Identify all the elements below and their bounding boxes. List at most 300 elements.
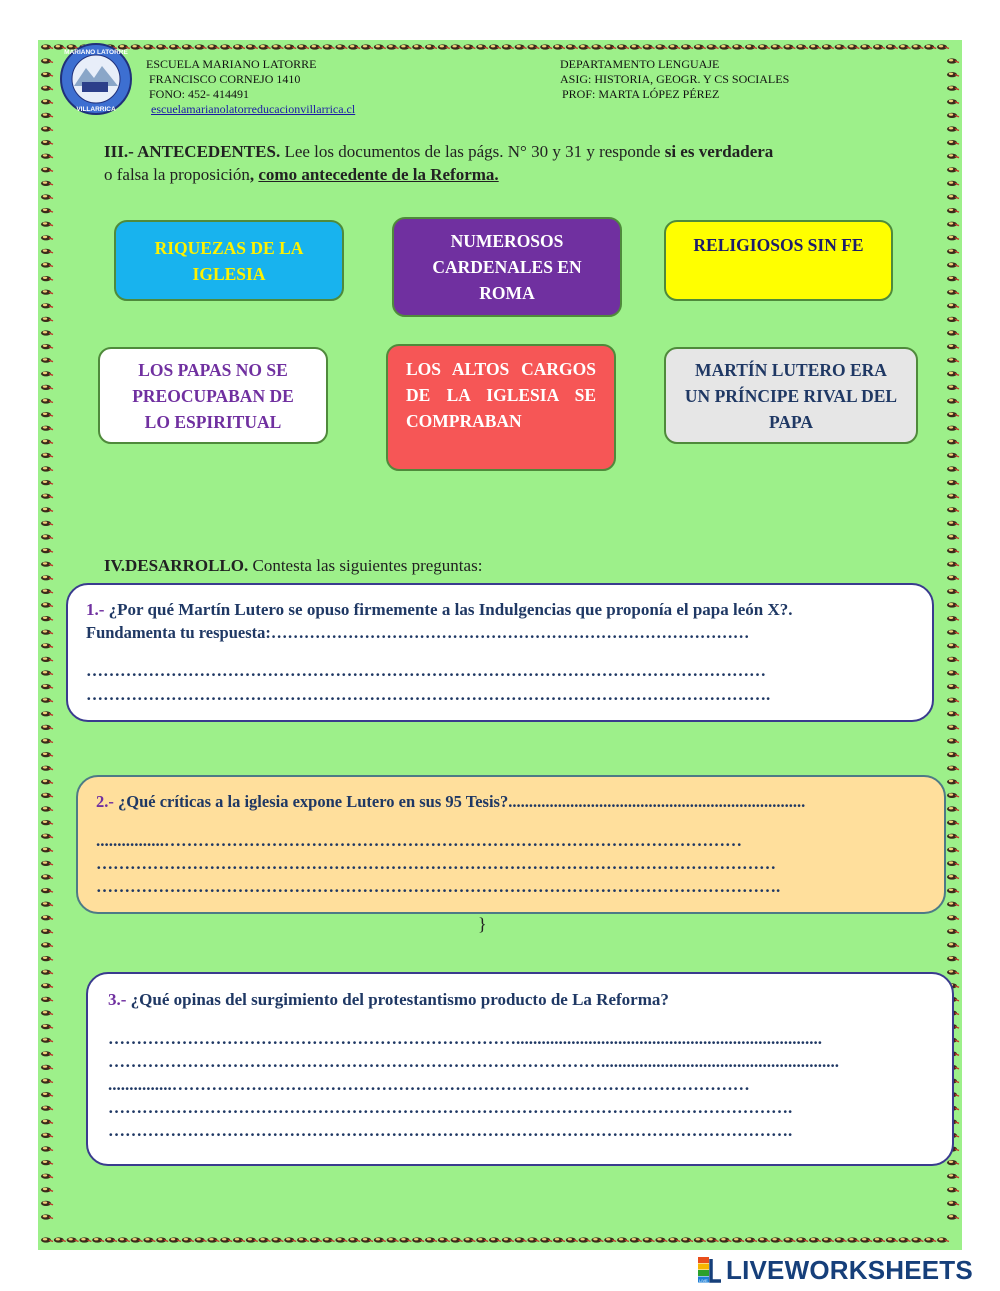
question-3-number: 3.- — [108, 990, 127, 1009]
border-ornament — [41, 929, 53, 934]
border-ornament — [937, 1237, 949, 1242]
border-ornament — [947, 752, 959, 757]
border-ornament — [617, 1237, 629, 1242]
border-ornament — [41, 235, 53, 240]
border-ornament — [745, 44, 757, 49]
border-ornament — [284, 44, 296, 49]
border-ornament — [947, 602, 959, 607]
border-ornament — [694, 44, 706, 49]
border-ornament — [41, 58, 53, 63]
border-ornament — [41, 72, 53, 77]
border-ornament — [668, 44, 680, 49]
statement-card-cardenales[interactable] — [392, 217, 622, 317]
border-ornament — [947, 113, 959, 118]
border-ornament — [771, 1237, 783, 1242]
border-ornament — [41, 793, 53, 798]
border-ornament — [41, 1119, 53, 1124]
border-ornament — [41, 521, 53, 526]
border-ornament — [553, 44, 565, 49]
border-ornament — [489, 1237, 501, 1242]
border-ornament — [41, 1237, 53, 1242]
border-ornament — [860, 1237, 872, 1242]
section-3-heading: III.- ANTECEDENTES. — [104, 142, 281, 161]
statement-card-papas[interactable] — [98, 347, 328, 444]
border-ornament — [947, 888, 959, 893]
border-ornament — [579, 44, 591, 49]
border-ornament — [41, 711, 53, 716]
border-ornament — [41, 1065, 53, 1070]
school-info — [146, 57, 355, 117]
border-ornament — [947, 194, 959, 199]
course-info — [560, 57, 789, 102]
border-ornament — [604, 44, 616, 49]
border-ornament — [438, 1237, 450, 1242]
border-ornament — [41, 330, 53, 335]
border-ornament — [899, 44, 911, 49]
border-ornament — [783, 1237, 795, 1242]
border-ornament — [41, 684, 53, 689]
school-address: FRANCISCO CORNEJO 1410 — [149, 72, 301, 86]
border-ornament — [41, 983, 53, 988]
border-ornament — [947, 466, 959, 471]
question-1-answer-line[interactable]: ………………………………………………………………………………………………………… — [86, 661, 766, 680]
border-ornament — [67, 1237, 79, 1242]
border-ornament — [41, 602, 53, 607]
border-ornament — [41, 970, 53, 975]
border-ornament — [899, 1237, 911, 1242]
border-ornament — [41, 140, 53, 145]
border-ornament — [732, 44, 744, 49]
border-ornament — [463, 1237, 475, 1242]
border-ornament — [41, 398, 53, 403]
border-ornament — [41, 847, 53, 852]
card-label: LOS ALTOS CARGOS DE LA IGLESIA SE COMPRABAN — [406, 359, 596, 431]
question-2-answer-line[interactable]: ………………………………………………………………………………………………………… — [96, 854, 776, 873]
border-ornament — [41, 806, 53, 811]
border-ornament — [924, 44, 936, 49]
border-ornament — [41, 670, 53, 675]
border-ornament — [947, 793, 959, 798]
border-ornament — [297, 1237, 309, 1242]
border-ornament — [41, 589, 53, 594]
question-2-line — [96, 790, 805, 813]
border-ornament — [246, 1237, 258, 1242]
border-ornament — [41, 997, 53, 1002]
border-ornament — [947, 643, 959, 648]
border-ornament — [451, 44, 463, 49]
border-ornament — [41, 1201, 53, 1206]
border-ornament — [335, 44, 347, 49]
logo-text-bottom: VILLARRICA — [76, 106, 116, 113]
border-ornament — [41, 194, 53, 199]
border-ornament — [947, 779, 959, 784]
border-ornament — [41, 915, 53, 920]
border-ornament — [169, 44, 181, 49]
border-ornament — [425, 1237, 437, 1242]
border-ornament — [387, 44, 399, 49]
border-ornament — [947, 929, 959, 934]
border-ornament — [41, 480, 53, 485]
card-label: NUMEROSOS CARDENALES EN ROMA — [432, 231, 582, 303]
question-3-answer-line[interactable]: …………………………………………………………………………………………………………. — [108, 1121, 793, 1140]
border-ornament — [847, 1237, 859, 1242]
border-ornament — [41, 1106, 53, 1111]
border-ornament — [947, 181, 959, 186]
border-ornament — [41, 942, 53, 947]
question-2-answer-line[interactable]: …………………………………………………………………………………………………………. — [96, 877, 781, 896]
border-ornament — [681, 1237, 693, 1242]
section-4-instructions — [104, 556, 482, 576]
border-ornament — [451, 1237, 463, 1242]
border-ornament — [41, 290, 53, 295]
border-ornament — [41, 752, 53, 757]
border-ornament — [947, 1174, 959, 1179]
border-ornament — [515, 1237, 527, 1242]
school-logo-icon — [58, 42, 134, 116]
border-ornament — [41, 834, 53, 839]
border-ornament — [271, 1237, 283, 1242]
border-ornament — [41, 861, 53, 866]
border-ornament — [947, 249, 959, 254]
border-ornament — [220, 1237, 232, 1242]
border-ornament — [947, 684, 959, 689]
border-ornament — [41, 1024, 53, 1029]
border-ornament — [41, 385, 53, 390]
border-ornament — [233, 1237, 245, 1242]
border-ornament — [310, 44, 322, 49]
border-ornament — [732, 1237, 744, 1242]
question-3-answer-line[interactable]: …………………………………………………………………………………………………………. — [108, 1098, 793, 1117]
border-ornament — [947, 915, 959, 920]
border-ornament — [947, 371, 959, 376]
border-ornament — [41, 1078, 53, 1083]
teacher: PROF: MARTA LÓPEZ PÉREZ — [562, 87, 720, 101]
border-ornament — [947, 58, 959, 63]
border-ornament — [527, 1237, 539, 1242]
border-ornament — [947, 1214, 959, 1219]
border-ornament — [630, 1237, 642, 1242]
border-ornament — [947, 303, 959, 308]
border-ornament — [947, 630, 959, 635]
border-ornament — [41, 126, 53, 131]
border-ornament — [41, 371, 53, 376]
border-ornament — [540, 1237, 552, 1242]
border-ornament — [947, 453, 959, 458]
section-4-heading: IV.DESARROLLO. — [104, 556, 249, 575]
border-ornament — [681, 44, 693, 49]
border-ornament — [911, 44, 923, 49]
school-website-link[interactable]: escuelamarianolatorreducacionvillarrica.cl — [151, 102, 356, 116]
border-ornament — [873, 1237, 885, 1242]
border-ornament — [41, 86, 53, 91]
border-ornament — [246, 44, 258, 49]
border-ornament — [566, 44, 578, 49]
border-ornament — [41, 276, 53, 281]
border-ornament — [41, 426, 53, 431]
border-ornament — [947, 806, 959, 811]
border-ornament — [502, 44, 514, 49]
border-ornament — [41, 262, 53, 267]
border-ornament — [374, 44, 386, 49]
border-ornament — [947, 711, 959, 716]
border-ornament — [947, 86, 959, 91]
border-ornament — [604, 1237, 616, 1242]
border-ornament — [947, 99, 959, 104]
logo-text-top: MARIANO LATORRE — [64, 49, 128, 56]
border-ornament — [335, 1237, 347, 1242]
border-ornament — [947, 330, 959, 335]
border-ornament — [54, 1237, 66, 1242]
border-ornament — [947, 126, 959, 131]
border-ornament — [947, 616, 959, 621]
border-ornament — [947, 562, 959, 567]
border-ornament — [41, 1214, 53, 1219]
question-3-answer-line[interactable]: ……………………………………………………………………………........................................................ — [108, 1052, 839, 1071]
border-ornament — [947, 385, 959, 390]
border-ornament — [947, 970, 959, 975]
question-3-line — [108, 988, 669, 1011]
border-ornament — [271, 44, 283, 49]
border-ornament — [947, 426, 959, 431]
department: DEPARTAMENTO LENGUAJE — [560, 57, 720, 71]
border-ornament — [297, 44, 309, 49]
question-1-text: ¿Por qué Martín Lutero se opuso firmemente a las Indulgencias que proponía el papa león X?. — [104, 600, 793, 619]
border-ornament — [156, 1237, 168, 1242]
border-ornament — [947, 72, 959, 77]
border-ornament — [947, 439, 959, 444]
border-ornament — [947, 398, 959, 403]
border-ornament — [425, 44, 437, 49]
border-ornament — [41, 575, 53, 580]
border-ornament — [207, 1237, 219, 1242]
border-ornament — [947, 167, 959, 172]
border-ornament — [438, 44, 450, 49]
border-ornament — [41, 99, 53, 104]
live-badge-icon — [698, 1257, 722, 1283]
border-ornament — [143, 44, 155, 49]
border-ornament — [809, 1237, 821, 1242]
card-label: RIQUEZAS DE LA IGLESIA — [154, 237, 304, 284]
border-ornament — [947, 657, 959, 662]
border-ornament — [310, 1237, 322, 1242]
border-ornament — [886, 1237, 898, 1242]
border-ornament — [323, 1237, 335, 1242]
border-ornament — [835, 44, 847, 49]
border-ornament — [947, 1187, 959, 1192]
statement-card-cargos[interactable] — [386, 344, 616, 471]
border-ornament — [822, 44, 834, 49]
border-ornament — [655, 1237, 667, 1242]
statement-card-lutero[interactable] — [664, 347, 918, 444]
border-ornament — [947, 820, 959, 825]
border-ornament — [947, 358, 959, 363]
section-3-text-bold: si es verdadera — [664, 142, 774, 161]
border-ornament — [41, 1133, 53, 1138]
question-3-answer-line[interactable]: ...............………………………………………………………………………………………… — [108, 1075, 750, 1094]
border-ornament — [41, 1146, 53, 1151]
border-ornament — [947, 1160, 959, 1165]
border-ornament — [643, 44, 655, 49]
border-ornament — [809, 44, 821, 49]
section-3-text-b: o falsa la proposición — [104, 165, 250, 184]
border-ornament — [617, 44, 629, 49]
border-ornament — [41, 534, 53, 539]
border-ornament — [553, 1237, 565, 1242]
border-ornament — [947, 670, 959, 675]
border-ornament — [947, 154, 959, 159]
border-ornament — [41, 453, 53, 458]
border-ornament — [540, 44, 552, 49]
question-1-answer-line[interactable]: …………………………………………………………………………………………………………. — [86, 685, 771, 704]
border-ornament — [41, 725, 53, 730]
border-ornament — [79, 1237, 91, 1242]
border-ornament — [348, 1237, 360, 1242]
border-ornament — [835, 1237, 847, 1242]
border-ornament — [41, 154, 53, 159]
border-ornament — [259, 44, 271, 49]
border-ornament — [41, 249, 53, 254]
border-ornament — [947, 412, 959, 417]
border-ornament — [195, 44, 207, 49]
border-ornament — [207, 44, 219, 49]
border-ornament — [822, 1237, 834, 1242]
border-ornament — [412, 1237, 424, 1242]
border-ornament — [41, 643, 53, 648]
border-ornament — [947, 874, 959, 879]
border-ornament — [41, 507, 53, 512]
border-ornament — [947, 902, 959, 907]
border-ornament — [41, 1038, 53, 1043]
border-ornament — [399, 44, 411, 49]
border-ornament — [323, 44, 335, 49]
border-ornament — [476, 44, 488, 49]
border-ornament — [947, 548, 959, 553]
border-ornament — [41, 1187, 53, 1192]
border-ornament — [947, 317, 959, 322]
border-ornament — [796, 1237, 808, 1242]
border-ornament — [41, 888, 53, 893]
border-ornament — [873, 44, 885, 49]
border-ornament — [719, 1237, 731, 1242]
border-ornament — [886, 44, 898, 49]
border-ornament — [41, 303, 53, 308]
border-ornament — [947, 942, 959, 947]
border-ornament — [796, 44, 808, 49]
border-ornament — [41, 494, 53, 499]
card-label: LOS PAPAS NO SE PREOCUPABAN DE LO ESPIRITUAL — [132, 359, 294, 432]
border-ornament — [41, 956, 53, 961]
border-ornament — [947, 834, 959, 839]
border-ornament — [41, 113, 53, 118]
border-ornament — [707, 1237, 719, 1242]
border-ornament — [41, 317, 53, 322]
border-ornament — [758, 44, 770, 49]
question-3-answer-line[interactable]: ………………………………………………………………........................................................................ — [108, 1029, 822, 1048]
border-ornament — [463, 44, 475, 49]
border-ornament — [41, 466, 53, 471]
border-ornament — [41, 616, 53, 621]
school-name: ESCUELA MARIANO LATORRE — [146, 57, 317, 71]
border-ornament — [220, 44, 232, 49]
border-ornament — [947, 235, 959, 240]
border-ornament — [41, 1174, 53, 1179]
border-ornament — [476, 1237, 488, 1242]
statement-card-riquezas[interactable] — [114, 220, 344, 301]
border-ornament — [947, 208, 959, 213]
border-ornament — [41, 1160, 53, 1165]
border-ornament — [579, 1237, 591, 1242]
border-ornament — [947, 344, 959, 349]
question-2-number: 2.- — [96, 792, 114, 811]
border-ornament — [143, 1237, 155, 1242]
border-ornament — [947, 1201, 959, 1206]
border-ornament — [947, 847, 959, 852]
border-ornament — [947, 494, 959, 499]
question-2-answer-line[interactable]: ................………………………………………………………………………………………… — [96, 831, 742, 850]
border-ornament — [947, 575, 959, 580]
border-ornament — [131, 1237, 143, 1242]
border-ornament — [947, 766, 959, 771]
border-ornament — [41, 902, 53, 907]
border-ornament — [41, 439, 53, 444]
school-phone: FONO: 452- 414491 — [149, 87, 250, 101]
border-ornament — [643, 1237, 655, 1242]
border-ornament — [947, 861, 959, 866]
border-ornament — [566, 1237, 578, 1242]
border-ornament — [947, 276, 959, 281]
border-ornament — [630, 44, 642, 49]
border-ornament — [361, 44, 373, 49]
border-ornament — [412, 44, 424, 49]
border-ornament — [105, 1237, 117, 1242]
border-ornament — [41, 738, 53, 743]
border-ornament — [947, 222, 959, 227]
border-ornament — [655, 44, 667, 49]
border-ornament — [374, 1237, 386, 1242]
liveworksheets-brand: LIVEWORKSHEETS — [726, 1254, 973, 1285]
border-ornament — [348, 44, 360, 49]
border-ornament — [947, 956, 959, 961]
border-ornament — [719, 44, 731, 49]
question-2-text: ¿Qué críticas a la iglesia expone Lutero en sus 95 Tesis?........................................................................ — [113, 792, 806, 811]
border-ornament — [41, 766, 53, 771]
section-3-comma: , — [249, 165, 259, 184]
liveworksheets-logo[interactable] — [698, 1254, 973, 1286]
question-3-text: ¿Qué opinas del surgimiento del protestantismo producto de La Reforma? — [126, 990, 669, 1009]
border-ornament — [847, 44, 859, 49]
border-ornament — [937, 44, 949, 49]
border-ornament — [41, 1010, 53, 1015]
section-4-text: Contesta las siguientes preguntas: — [248, 556, 483, 575]
border-ornament — [118, 1237, 130, 1242]
border-ornament — [41, 358, 53, 363]
border-ornament — [41, 344, 53, 349]
border-ornament — [41, 698, 53, 703]
question-1-line-1 — [86, 598, 793, 621]
border-ornament — [41, 44, 53, 49]
border-ornament — [924, 1237, 936, 1242]
border-ornament — [668, 1237, 680, 1242]
border-ornament — [947, 507, 959, 512]
border-ornament — [41, 657, 53, 662]
border-ornament — [758, 1237, 770, 1242]
section-3-underlined: como antecedente de la Reforma. — [258, 165, 499, 184]
border-ornament — [387, 1237, 399, 1242]
border-ornament — [41, 222, 53, 227]
border-ornament — [182, 1237, 194, 1242]
statement-card-religiosos[interactable] — [664, 220, 893, 301]
subject: ASIG: HISTORIA, GEOGR. Y CS SOCIALES — [560, 72, 790, 86]
